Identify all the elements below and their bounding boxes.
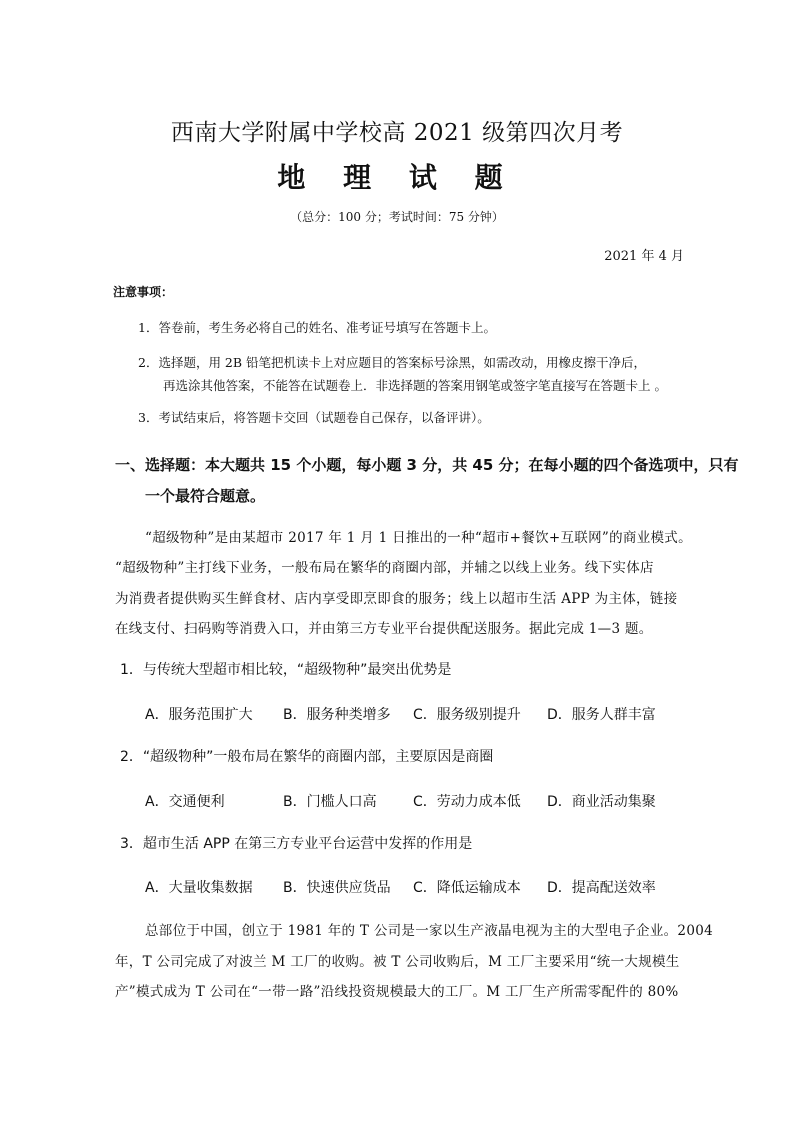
question-2-stem: 2．“超级物种”一般布局在繁华的商圈内部，主要原因是商圈 xyxy=(120,749,494,765)
passage2-line-1: 总部位于中国，创立于 1981 年的 T 公司是一家以生产液晶电视为主的大型电子企业。2004 xyxy=(145,923,713,939)
exam-title: 西南大学附属中学校高 2021 级第四次月考 xyxy=(170,120,624,146)
question-2-option-a: A．交通便利 xyxy=(145,794,225,810)
notice-heading: 注意事项： xyxy=(113,285,174,299)
question-3-option-b: B．快速供应货品 xyxy=(283,880,391,896)
question-3-option-a: A．大量收集数据 xyxy=(145,880,253,896)
question-1-option-b: B．服务种类增多 xyxy=(283,707,391,723)
section-heading: 一、选择题：本大题共 15 个小题，每小题 3 分，共 45 分；在每小题的四个备选项中，只有 xyxy=(115,456,739,474)
question-2-option-b: B．门槛人口高 xyxy=(283,794,377,810)
notice-item-2: 2．选择题，用 2B 铅笔把机读卡上对应题目的答案标号涂黑，如需改动，用橡皮擦干净后， xyxy=(138,355,647,370)
notice-item-3: 3．考试结束后，将答题卡交回（试题卷自己保存，以备评讲）。 xyxy=(138,410,490,425)
question-1-option-a: A．服务范围扩大 xyxy=(145,707,253,723)
notice-item-1: 1．答卷前，考生务必将自己的姓名、准考证号填写在答题卡上。 xyxy=(138,320,496,335)
question-1-option-c: C．服务级别提升 xyxy=(413,707,521,723)
passage1-line-2: “超级物种”主打线下业务，一般布局在繁华的商圈内部，并辅之以线上业务。线下实体店 xyxy=(115,560,654,576)
question-3-stem: 3．超市生活 APP 在第三方专业平台运营中发挥的作用是 xyxy=(120,836,473,852)
passage2-line-3: 产”模式成为 T 公司在“一带一路”沿线投资规模最大的工厂。M 工厂生产所需零配件的 80% xyxy=(115,984,679,1000)
question-1-option-d: D．服务人群丰富 xyxy=(547,707,656,723)
passage1-line-4: 在线支付、扫码购等消费入口，并由第三方专业平台提供配送服务。据此完成 1—3 题。 xyxy=(115,621,653,637)
question-2-option-d: D．商业活动集聚 xyxy=(547,794,656,810)
question-2-option-c: C．劳动力成本低 xyxy=(413,794,521,810)
question-3-option-c: C．降低运输成本 xyxy=(413,880,521,896)
section-heading-cont: 一个最符合题意。 xyxy=(145,487,266,505)
question-1-stem: 1．与传统大型超市相比较，“超级物种”最突出优势是 xyxy=(120,662,452,678)
passage1-line-3: 为消费者提供购买生鲜食材、店内享受即烹即食的服务；线上以超市生活 APP 为主体，链接 xyxy=(115,591,678,607)
score-time-note: （总分：100 分；考试时间：75 分钟） xyxy=(290,210,504,224)
notice-item-2-cont: 再选涂其他答案，不能答在试题卷上．非选择题的答案用钢笔或签字笔直接写在答题卡上 。 xyxy=(163,378,667,393)
question-3-option-d: D．提高配送效率 xyxy=(547,880,656,896)
passage2-line-2: 年，T 公司完成了对波兰 M 工厂的收购。被 T 公司收购后，M 工厂主要采用“统一大规模生 xyxy=(115,954,680,970)
subject-title: 地 理 试 题 xyxy=(277,161,517,194)
exam-date: 2021 年 4 月 xyxy=(604,249,684,264)
passage1-line-1: “超级物种”是由某超市 2017 年 1 月 1 日推出的一种“超市+餐饮+互联网”的商业模式。 xyxy=(145,530,692,546)
